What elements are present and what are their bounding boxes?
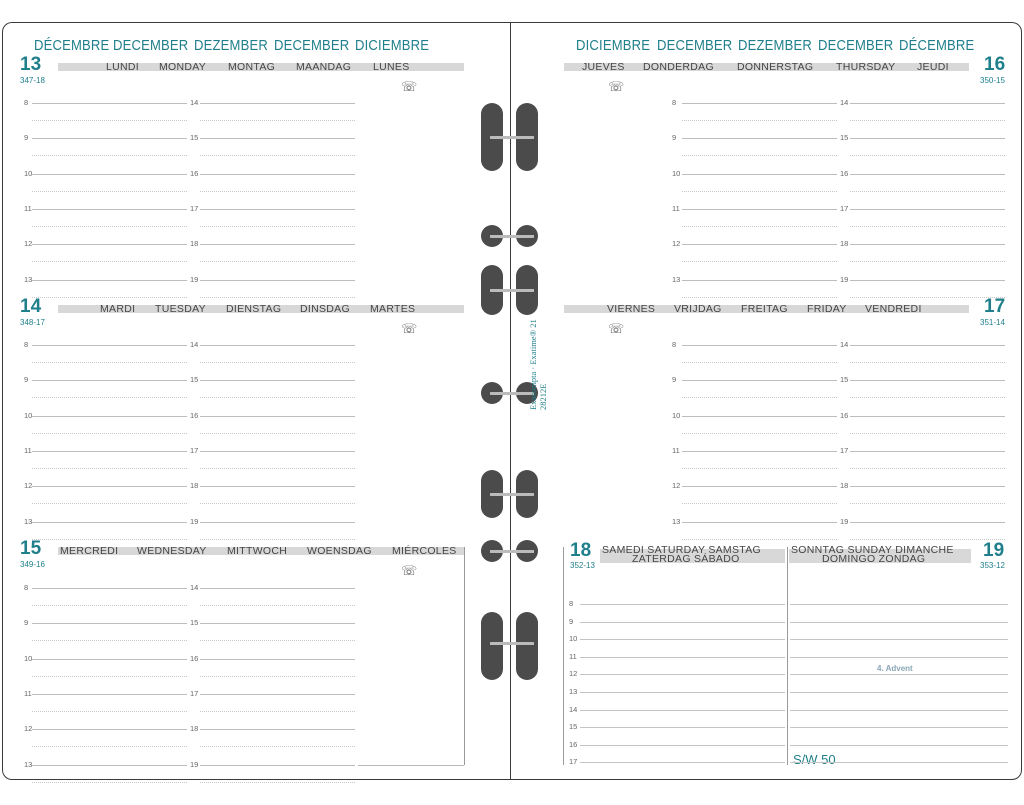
half-hour-line xyxy=(32,191,187,192)
hour-line xyxy=(32,380,187,381)
half-hour-line xyxy=(682,155,837,156)
half-hour-line xyxy=(682,539,837,540)
half-hour-line xyxy=(200,155,355,156)
half-hour-line xyxy=(850,539,1005,540)
hour-label: 9 xyxy=(24,375,29,385)
half-hour-line xyxy=(682,297,837,298)
hour-label: 8 xyxy=(24,340,29,349)
hour-line xyxy=(580,639,785,640)
telephone-icon: ☏ xyxy=(401,321,418,336)
hour-line xyxy=(32,522,187,523)
hour-label: 15 xyxy=(840,133,849,143)
hour-line xyxy=(32,588,187,589)
half-hour-line xyxy=(32,539,187,540)
half-hour-line xyxy=(32,120,187,121)
hour-line xyxy=(580,762,785,763)
hour-label: 16 xyxy=(840,168,849,178)
half-hour-line xyxy=(200,397,355,398)
hour-line xyxy=(32,729,187,730)
hour-line xyxy=(682,244,837,245)
half-hour-line xyxy=(850,191,1005,192)
hour-label: 19 xyxy=(190,274,199,284)
hour-line xyxy=(200,729,355,730)
hour-line xyxy=(580,657,785,658)
hour-label: 19 xyxy=(190,759,199,769)
hour-line xyxy=(200,138,355,139)
day-name: VIERNES xyxy=(607,303,656,315)
hour-label: 11 xyxy=(24,203,32,213)
day-name: LUNES xyxy=(373,61,410,73)
hour-line xyxy=(682,486,837,487)
hour-line xyxy=(200,416,355,417)
hour-label: 9 xyxy=(672,133,677,143)
hour-line xyxy=(200,765,355,766)
hour-label: 12 xyxy=(24,481,33,491)
half-hour-line xyxy=(850,155,1005,156)
day-of-year: 349-16 xyxy=(20,560,45,569)
hour-line xyxy=(200,451,355,452)
day-number: 18 xyxy=(570,540,592,561)
day-name: TUESDAY xyxy=(155,303,206,315)
hour-line xyxy=(200,244,355,245)
half-hour-line xyxy=(850,433,1005,434)
half-hour-line xyxy=(682,191,837,192)
hour-line xyxy=(580,692,785,693)
hour-label: 11 xyxy=(24,688,32,698)
hour-label: 12 xyxy=(672,481,681,491)
hour-line xyxy=(200,174,355,175)
day-name: DONDERDAG xyxy=(643,61,714,73)
hour-label: 12 xyxy=(24,239,33,249)
hour-label: 19 xyxy=(190,516,199,526)
hour-line xyxy=(580,674,785,675)
hour-line xyxy=(200,659,355,660)
hour-label: 17 xyxy=(569,757,578,767)
day-name: JUEVES xyxy=(582,61,625,73)
hour-line xyxy=(32,659,187,660)
half-hour-line xyxy=(850,397,1005,398)
hour-label: 10 xyxy=(24,168,33,178)
hour-line xyxy=(850,416,1005,417)
telephone-icon: ☏ xyxy=(401,563,418,578)
day-of-year: 350-15 xyxy=(980,76,1005,85)
binder-wire xyxy=(490,289,534,292)
hour-label: 12 xyxy=(672,239,681,249)
hour-line xyxy=(580,745,785,746)
hour-label: 9 xyxy=(672,375,677,385)
half-hour-line xyxy=(200,191,355,192)
hour-line xyxy=(32,623,187,624)
day-name: FREITAG xyxy=(741,303,788,315)
day-name: MERCREDI xyxy=(60,545,119,557)
day-name: JEUDI xyxy=(917,61,949,73)
day-number: 15 xyxy=(20,538,42,559)
hour-line xyxy=(850,380,1005,381)
hour-label: 16 xyxy=(190,168,199,178)
hour-label: 15 xyxy=(190,375,199,385)
day-number: 19 xyxy=(983,540,1005,561)
day-number: 14 xyxy=(20,296,42,317)
hour-line xyxy=(850,244,1005,245)
half-hour-line xyxy=(32,397,187,398)
half-hour-line xyxy=(32,782,187,783)
binder-ring xyxy=(481,612,503,680)
hour-line xyxy=(790,622,1008,623)
hour-line xyxy=(790,745,1008,746)
day-name-line: SAMEDI SATURDAY SAMSTAG xyxy=(602,544,761,556)
half-hour-line xyxy=(200,226,355,227)
half-hour-line xyxy=(682,397,837,398)
hour-label: 16 xyxy=(190,653,199,663)
hour-label: 17 xyxy=(840,203,849,213)
hour-label: 13 xyxy=(672,274,681,284)
hour-label: 9 xyxy=(569,616,574,626)
hour-label: 13 xyxy=(569,687,578,696)
month-header-nl: DECEMBER xyxy=(274,38,350,54)
hour-line xyxy=(200,588,355,589)
hour-label: 14 xyxy=(190,98,199,107)
hour-label: 8 xyxy=(24,583,29,592)
half-hour-line xyxy=(200,746,355,747)
hour-line xyxy=(790,710,1008,711)
month-header-es: DICIEMBRE xyxy=(355,38,430,54)
hour-line xyxy=(682,209,837,210)
hour-line xyxy=(850,103,1005,104)
half-hour-line xyxy=(682,433,837,434)
half-hour-line xyxy=(200,120,355,121)
column-border xyxy=(464,547,465,765)
hour-label: 17 xyxy=(190,203,199,213)
hour-line xyxy=(580,622,785,623)
half-hour-line xyxy=(32,676,187,677)
hour-line xyxy=(580,727,785,728)
hour-label: 13 xyxy=(24,274,33,284)
hour-label: 15 xyxy=(840,375,849,385)
day-name: MIÉRCOLES xyxy=(392,545,457,557)
half-hour-line xyxy=(850,362,1005,363)
hour-line xyxy=(32,486,187,487)
hour-line xyxy=(32,416,187,417)
hour-label: 18 xyxy=(190,724,199,734)
hour-line xyxy=(790,674,1008,675)
hour-line xyxy=(682,522,837,523)
month-header-de: DEZEMBER xyxy=(738,38,812,54)
hour-line xyxy=(790,604,1008,605)
month-header-de: DEZEMBER xyxy=(194,38,268,54)
day-name: WEDNESDAY xyxy=(137,545,207,557)
half-hour-line xyxy=(200,782,355,783)
hour-line xyxy=(790,657,1008,658)
hour-label: 10 xyxy=(672,410,681,420)
day-name: MONDAY xyxy=(159,61,207,73)
hour-label: 13 xyxy=(672,516,681,526)
hour-line xyxy=(790,692,1008,693)
hour-label: 14 xyxy=(190,340,199,349)
half-hour-line xyxy=(850,468,1005,469)
half-hour-line xyxy=(200,676,355,677)
day-of-year: 348-17 xyxy=(20,318,45,327)
half-hour-line xyxy=(200,539,355,540)
hour-line xyxy=(32,694,187,695)
hour-line xyxy=(200,486,355,487)
hour-label: 10 xyxy=(24,410,33,420)
hour-label: 14 xyxy=(840,98,849,107)
hour-line xyxy=(200,103,355,104)
hour-line xyxy=(682,103,837,104)
hour-label: 18 xyxy=(190,481,199,491)
half-hour-line xyxy=(200,261,355,262)
day-name: DIENSTAG xyxy=(226,303,282,315)
hour-line xyxy=(200,380,355,381)
day-name: MONTAG xyxy=(228,61,276,73)
half-hour-line xyxy=(200,468,355,469)
hour-line xyxy=(32,451,187,452)
day-name-line: SONNTAG SUNDAY DIMANCHE xyxy=(791,544,954,556)
binder-wire xyxy=(490,550,534,553)
half-hour-line xyxy=(32,226,187,227)
hour-label: 15 xyxy=(190,618,199,628)
half-hour-line xyxy=(682,468,837,469)
half-hour-line xyxy=(32,362,187,363)
hour-label: 9 xyxy=(24,618,29,628)
hour-line xyxy=(850,345,1005,346)
hour-label: 14 xyxy=(569,704,578,714)
hour-line xyxy=(790,727,1008,728)
hour-label: 11 xyxy=(672,445,680,455)
day-name-line: ZATERDAG SÁBADO xyxy=(632,553,740,565)
half-hour-line xyxy=(200,640,355,641)
half-hour-line xyxy=(682,362,837,363)
hour-line xyxy=(200,280,355,281)
hour-label: 19 xyxy=(840,516,849,526)
half-hour-line xyxy=(32,433,187,434)
hour-label: 15 xyxy=(569,722,578,732)
hour-label: 11 xyxy=(672,203,680,213)
hour-line xyxy=(850,451,1005,452)
hour-label: 12 xyxy=(24,724,33,734)
hour-line xyxy=(682,345,837,346)
day-name: MARTES xyxy=(370,303,416,315)
hour-label: 8 xyxy=(569,599,574,608)
day-name: LUNDI xyxy=(106,61,140,73)
day-number: 17 xyxy=(984,296,1006,317)
column-border xyxy=(358,765,464,766)
hour-label: 9 xyxy=(24,133,29,143)
half-hour-line xyxy=(200,711,355,712)
column-border xyxy=(563,547,564,765)
day-name: DINSDAG xyxy=(300,303,350,315)
week-number: S/W 50 xyxy=(793,752,836,767)
day-name: WOENSDAG xyxy=(307,545,372,557)
month-header-en: DECEMBER xyxy=(113,38,189,54)
half-hour-line xyxy=(682,261,837,262)
hour-label: 16 xyxy=(190,410,199,420)
weekend-divider xyxy=(787,547,788,765)
hour-line xyxy=(850,522,1005,523)
half-hour-line xyxy=(200,605,355,606)
hour-line xyxy=(580,604,785,605)
hour-line xyxy=(682,416,837,417)
hour-line xyxy=(32,174,187,175)
hour-line xyxy=(200,623,355,624)
half-hour-line xyxy=(682,226,837,227)
half-hour-line xyxy=(32,503,187,504)
hour-label: 11 xyxy=(569,651,577,661)
hour-label: 14 xyxy=(190,583,199,592)
half-hour-line xyxy=(200,297,355,298)
hour-label: 17 xyxy=(190,688,199,698)
hour-line xyxy=(200,694,355,695)
hour-line xyxy=(682,174,837,175)
half-hour-line xyxy=(850,297,1005,298)
hour-line xyxy=(850,174,1005,175)
hour-label: 18 xyxy=(190,239,199,249)
hour-label: 10 xyxy=(569,634,578,644)
half-hour-line xyxy=(32,640,187,641)
hour-label: 14 xyxy=(840,340,849,349)
day-name: VENDREDI xyxy=(865,303,922,315)
day-of-year: 353-12 xyxy=(980,561,1005,570)
half-hour-line xyxy=(850,503,1005,504)
telephone-icon: ☏ xyxy=(608,79,625,94)
half-hour-line xyxy=(850,261,1005,262)
half-hour-line xyxy=(200,433,355,434)
telephone-icon: ☏ xyxy=(401,79,418,94)
hour-label: 13 xyxy=(24,759,33,769)
binder-wire xyxy=(490,493,534,496)
hour-line xyxy=(682,451,837,452)
hour-line xyxy=(790,639,1008,640)
half-hour-line xyxy=(200,362,355,363)
half-hour-line xyxy=(32,711,187,712)
hour-line xyxy=(200,345,355,346)
month-header-fr: DÉCEMBRE xyxy=(34,38,110,54)
hour-line xyxy=(790,762,1008,763)
hour-line xyxy=(682,280,837,281)
month-header-nl: DECEMBER xyxy=(818,38,894,54)
hour-line xyxy=(682,380,837,381)
hour-label: 10 xyxy=(24,653,33,663)
hour-line xyxy=(850,486,1005,487)
half-hour-line xyxy=(32,746,187,747)
half-hour-line xyxy=(32,155,187,156)
half-hour-line xyxy=(32,468,187,469)
hour-line xyxy=(32,103,187,104)
half-hour-line xyxy=(32,261,187,262)
hour-line xyxy=(682,138,837,139)
day-name-line: DOMINGO ZONDAG xyxy=(822,553,926,565)
telephone-icon: ☏ xyxy=(608,321,625,336)
hour-line xyxy=(850,280,1005,281)
half-hour-line xyxy=(850,120,1005,121)
binder-wire xyxy=(490,642,534,645)
day-name: MARDI xyxy=(100,303,136,315)
day-of-year: 347-18 xyxy=(20,76,45,85)
hour-label: 19 xyxy=(840,274,849,284)
day-of-year: 351-14 xyxy=(980,318,1005,327)
hour-label: 10 xyxy=(672,168,681,178)
binder-wire xyxy=(490,235,534,238)
day-name: VRIJDAG xyxy=(674,303,722,315)
day-number: 16 xyxy=(984,54,1006,75)
hour-line xyxy=(32,345,187,346)
half-hour-line xyxy=(32,297,187,298)
hour-line xyxy=(200,522,355,523)
day-name: FRIDAY xyxy=(807,303,847,315)
hour-line xyxy=(32,209,187,210)
hour-label: 18 xyxy=(840,481,849,491)
hour-line xyxy=(850,138,1005,139)
left-page xyxy=(2,22,510,780)
half-hour-line xyxy=(850,226,1005,227)
hour-label: 8 xyxy=(672,340,677,349)
day-of-year: 352-13 xyxy=(570,561,595,570)
brand-label: Exacompta · Exatime® 21 28212E xyxy=(528,319,548,410)
day-name: MAANDAG xyxy=(296,61,352,73)
half-hour-line xyxy=(682,120,837,121)
hour-line xyxy=(32,244,187,245)
hour-label: 15 xyxy=(190,133,199,143)
hour-label: 16 xyxy=(840,410,849,420)
hour-label: 8 xyxy=(24,98,29,107)
day-name: THURSDAY xyxy=(836,61,896,73)
day-name: MITTWOCH xyxy=(227,545,288,557)
hour-line xyxy=(580,710,785,711)
hour-line xyxy=(32,280,187,281)
month-header-en: DECEMBER xyxy=(657,38,733,54)
hour-label: 12 xyxy=(569,669,578,679)
hour-label: 18 xyxy=(840,239,849,249)
advent-note: 4. Advent xyxy=(877,664,913,673)
hour-line xyxy=(200,209,355,210)
hour-line xyxy=(850,209,1005,210)
hour-line xyxy=(32,765,187,766)
binder-wire xyxy=(490,136,534,139)
hour-label: 11 xyxy=(24,445,32,455)
binder-ring xyxy=(516,612,538,680)
half-hour-line xyxy=(32,605,187,606)
month-header-es: DICIEMBRE xyxy=(576,38,651,54)
day-number: 13 xyxy=(20,54,42,75)
half-hour-line xyxy=(200,503,355,504)
hour-label: 17 xyxy=(840,445,849,455)
hour-label: 16 xyxy=(569,739,578,749)
hour-line xyxy=(32,138,187,139)
right-page xyxy=(510,22,1022,780)
hour-label: 8 xyxy=(672,98,677,107)
hour-label: 17 xyxy=(190,445,199,455)
half-hour-line xyxy=(682,503,837,504)
month-header-fr: DÉCEMBRE xyxy=(899,38,975,54)
day-name: DONNERSTAG xyxy=(737,61,814,73)
hour-label: 13 xyxy=(24,516,33,526)
